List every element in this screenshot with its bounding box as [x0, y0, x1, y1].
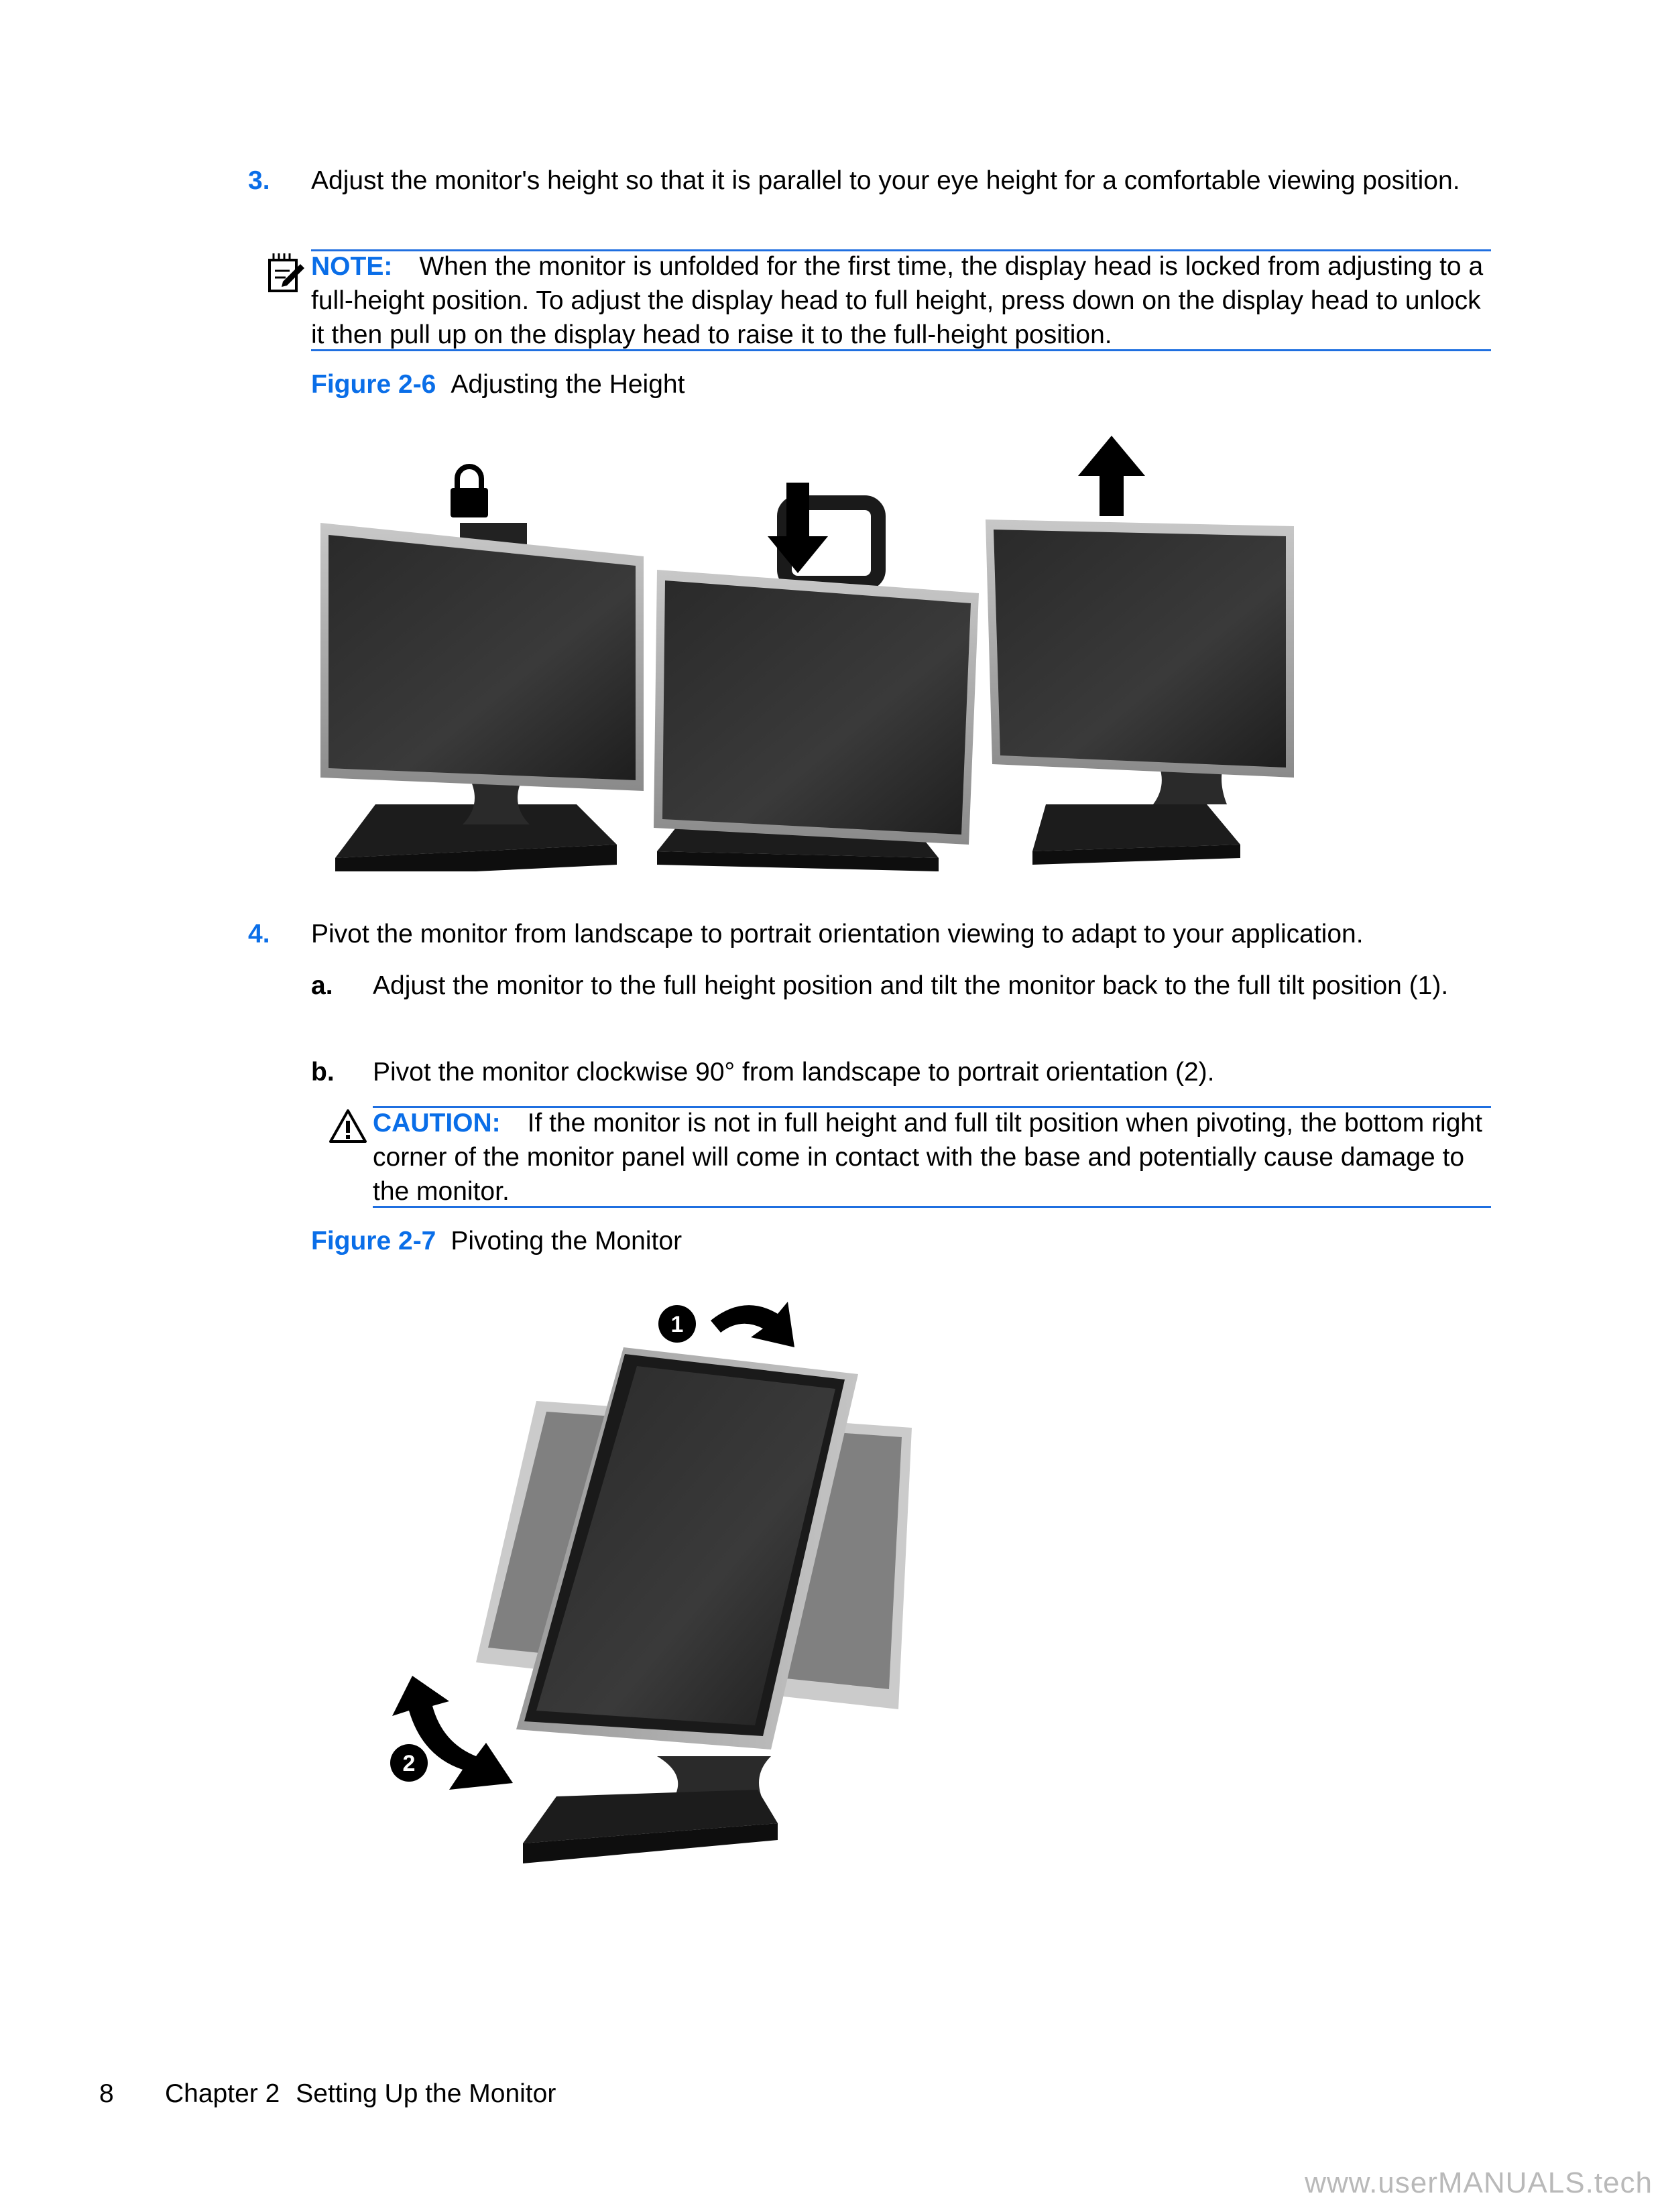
- monitor-locked: [320, 523, 644, 871]
- note-label: NOTE:: [311, 252, 393, 281]
- footer-page-number: 8: [99, 2079, 114, 2108]
- footer-chapter: [165, 2077, 556, 2111]
- figure-2-6-height-illustration: [308, 429, 1301, 871]
- footer-chapter-number: Chapter 2: [165, 2079, 280, 2108]
- figure-2-7-title: Pivoting the Monitor: [451, 1227, 682, 1255]
- monitor-pressed: [654, 503, 979, 871]
- caution-text: If the monitor is not in full height and full tilt position when pivoting, the bottom right corner of the monitor panel will come in contact with the base and potentially cause damage to the monitor.: [373, 1109, 1482, 1206]
- step-4-text: Pivot the monitor from landscape to portrait orientation viewing to adapt to your application.: [311, 920, 1364, 948]
- footer-chapter-title: Setting Up the Monitor: [296, 2079, 556, 2108]
- step-3-number: 3.: [248, 166, 270, 195]
- substep-a-text: Adjust the monitor to the full height position and tilt the monitor back to the full tilt position (1).: [373, 971, 1449, 1000]
- step-3-text: Adjust the monitor's height so that it is parallel to your eye height for a comfortable viewing position.: [311, 166, 1460, 195]
- callout-1-label: 1: [670, 1312, 684, 1337]
- callout-2: [390, 1744, 428, 1782]
- caution-bottom-rule: [373, 1206, 1491, 1208]
- figure-2-7-label: Figure 2-7: [311, 1227, 436, 1255]
- figure-2-6-label: Figure 2-6: [311, 370, 436, 399]
- figure-2-6-title: Adjusting the Height: [451, 370, 685, 399]
- figure-2-7-caption: [311, 1224, 682, 1258]
- tilt-arrow-icon: [711, 1302, 794, 1347]
- lock-icon: [451, 467, 488, 517]
- substep-a-letter: a.: [311, 971, 333, 1000]
- note-pencil-icon: [267, 252, 304, 294]
- substep-b-letter: b.: [311, 1058, 335, 1087]
- up-arrow-icon: [1078, 436, 1145, 516]
- figure-2-7-pivot-illustration: [375, 1287, 925, 1877]
- caution-warning-icon: [329, 1109, 367, 1144]
- note-paragraph: [311, 249, 1491, 352]
- monitor-base: [523, 1756, 778, 1863]
- figure-2-6-caption: [311, 367, 685, 402]
- note-bottom-rule: [311, 349, 1491, 351]
- watermark: www.userMANUALS.tech: [1305, 2166, 1653, 2199]
- caution-label: CAUTION:: [373, 1109, 501, 1138]
- callout-2-label: 2: [402, 1751, 416, 1776]
- callout-1: [658, 1305, 696, 1343]
- caution-paragraph: [373, 1106, 1491, 1209]
- substep-b-text: Pivot the monitor clockwise 90° from landscape to portrait orientation (2).: [373, 1058, 1215, 1087]
- step-4-number: 4.: [248, 920, 270, 948]
- monitor-raised: [986, 519, 1294, 865]
- note-text: When the monitor is unfolded for the first time, the display head is locked from adjusting to a full-height position. To adjust the display head to full height, press down on the display head to unlock it then pull up on the display head to raise it to the full-height position.: [311, 252, 1484, 349]
